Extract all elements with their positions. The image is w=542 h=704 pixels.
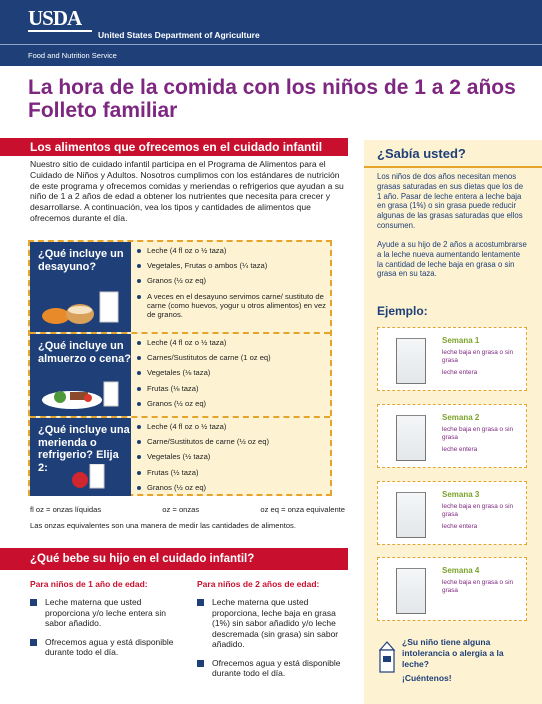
agency-name: Food and Nutrition Service xyxy=(28,51,117,60)
sidebar-heading: ¿Sabía usted? xyxy=(377,146,466,161)
week-low-fat: leche baja en grasa o sin grasa xyxy=(442,579,514,594)
list-item: Leche (4 fl oz o ½ taza) xyxy=(137,422,326,431)
list-item: Granos (½ oz eq) xyxy=(137,483,326,492)
milk-glass-icon xyxy=(396,492,426,538)
units-note: Las onzas equivalentes son una manera de medir las cantidades de alimentos. xyxy=(30,521,296,530)
list-item: Carne/Sustitutos de carne (½ oz eq) xyxy=(137,437,326,446)
breakfast-question xyxy=(30,242,131,332)
usda-logo: USDA xyxy=(28,6,82,30)
week-whole: leche entera xyxy=(442,523,478,530)
contact-us-cta: ¡Cuéntenos! xyxy=(402,673,452,683)
drinks-age2-title: Para niños de 2 años de edad: xyxy=(197,579,320,589)
week-card-2 xyxy=(377,404,527,468)
meal-row-snack xyxy=(30,418,330,496)
header-divider xyxy=(0,44,542,45)
list-item: Leche (4 fl oz o ½ taza) xyxy=(137,338,326,347)
list-item: Carnes/Sustitutos de carne (1 oz eq) xyxy=(137,353,326,362)
list-item: Vegetales (⅛ taza) xyxy=(137,368,326,377)
foods-section-heading: Los alimentos que ofrecemos en el cuidado infantil xyxy=(0,138,348,156)
week-whole: leche entera xyxy=(442,369,478,376)
unit-floz: fl oz = onzas líquidas xyxy=(30,505,102,514)
week-low-fat: leche baja en grasa o sin grasa xyxy=(442,426,514,441)
lunch-items xyxy=(131,334,330,416)
list-item: Granos (½ oz eq) xyxy=(137,399,326,408)
snack-items xyxy=(131,418,330,496)
meals-table xyxy=(28,240,332,496)
list-item: Leche (4 fl oz o ½ taza) xyxy=(137,246,326,255)
unit-definitions xyxy=(30,505,345,514)
list-item: Leche materna que usted proporciona y/o leche entera sin sabor añadido. xyxy=(30,597,180,629)
milk-glass-icon xyxy=(396,338,426,384)
meal-row-breakfast xyxy=(30,242,330,332)
breakfast-question-text: ¿Qué incluye un desayuno? xyxy=(38,248,124,273)
week-card-3 xyxy=(377,481,527,545)
list-item: A veces en el desayuno servimos carne/ sustituto de carne (como huevos, yogur u otros alimentos) en vez de granos. xyxy=(137,292,326,320)
drinks-age1-title: Para niños de 1 año de edad: xyxy=(30,579,148,589)
week-low-fat: leche baja en grasa o sin grasa xyxy=(442,349,514,364)
breakfast-food-icon xyxy=(38,286,124,326)
meal-row-lunch xyxy=(30,334,330,416)
department-name: United States Department of Agriculture xyxy=(98,30,260,40)
sidebar-paragraph-1: Los niños de dos años necesitan menos grasas saturadas en sus dietas que los de 1 año. Pasar de leche entera a leche baja en grasa (1%) o sin grasa puede reducir algunas de las grasas saturadas que ellos consumen. xyxy=(377,172,524,230)
foods-intro: Nuestro sitio de cuidado infantil participa en el Programa de Alimentos para el Cuidado de Niños y Adultos. Nosotros cumplimos con los estándares de nutrición de este programa y ofrecemos comidas y meriendas o refrigerios que ayudan a su niño de 1 a 2 años de edad a obtener los nutrientes que necesita para crecer y desarrollarse. A continuación, vea los tipos y cantidades de alimentos que ofrecemos durante el día. xyxy=(30,159,344,223)
week-title: Semana 1 xyxy=(442,336,480,345)
unit-ozeq: oz eq = onza equivalente xyxy=(260,505,345,514)
unit-oz: oz = onzas xyxy=(162,505,200,514)
week-whole: leche entera xyxy=(442,446,478,453)
lunch-question xyxy=(30,334,131,416)
lunch-food-icon xyxy=(38,380,124,410)
list-item: Ofrecemos agua y está disponible durante todo el día. xyxy=(197,658,347,679)
list-item: Frutas (½ taza) xyxy=(137,468,326,477)
snack-question-text: ¿Qué incluye una merienda o refrigerio? Elija 2: xyxy=(38,424,130,474)
page-title: La hora de la comida con los niños de 1 a 2 años Folleto familiar xyxy=(28,76,516,122)
week-title: Semana 3 xyxy=(442,490,480,499)
list-item: Vegetales (½ taza) xyxy=(137,452,326,461)
sidebar-divider xyxy=(364,166,542,168)
milk-glass-icon xyxy=(396,415,426,461)
milk-glass-icon xyxy=(396,568,426,614)
week-title: Semana 4 xyxy=(442,566,480,575)
drinks-age1-list xyxy=(30,597,180,666)
list-item: Ofrecemos agua y está disponible durante todo el día. xyxy=(30,637,180,658)
drinks-age2-list xyxy=(197,597,347,687)
week-title: Semana 2 xyxy=(442,413,480,422)
snack-food-icon xyxy=(38,464,124,490)
logo-underline xyxy=(28,30,92,32)
week-low-fat: leche baja en grasa o sin grasa xyxy=(442,503,514,518)
list-item: Vegetales, Frutas o ambos (¼ taza) xyxy=(137,261,326,270)
list-item: Frutas (⅛ taza) xyxy=(137,384,326,393)
week-card-4 xyxy=(377,557,527,621)
breakfast-items xyxy=(131,242,330,332)
list-item: Leche materna que usted proporciona, leche baja en grasa (1%) sin sabor añadido y/o leche descremada (sin grasa) sin sabor añadido. xyxy=(197,597,347,650)
example-heading: Ejemplo: xyxy=(377,304,428,318)
milk-carton-icon xyxy=(377,640,397,674)
drinks-section-heading: ¿Qué bebe su hijo en el cuidado infantil? xyxy=(0,548,348,570)
usda-header xyxy=(0,0,542,66)
week-card-1 xyxy=(377,327,527,391)
allergy-question: ¿Su niño tiene alguna intolerancia o alergia a la leche? xyxy=(402,637,504,669)
lunch-question-text: ¿Qué incluye un almuerzo o cena? xyxy=(38,340,131,365)
sidebar-paragraph-2: Ayude a su hijo de 2 años a acostumbrarse a la leche nueva aumentando lentamente la cantidad de leche baja en grasa o sin grasa en su taza. xyxy=(377,240,527,279)
snack-question xyxy=(30,418,131,496)
list-item: Granos (½ oz eq) xyxy=(137,276,326,285)
